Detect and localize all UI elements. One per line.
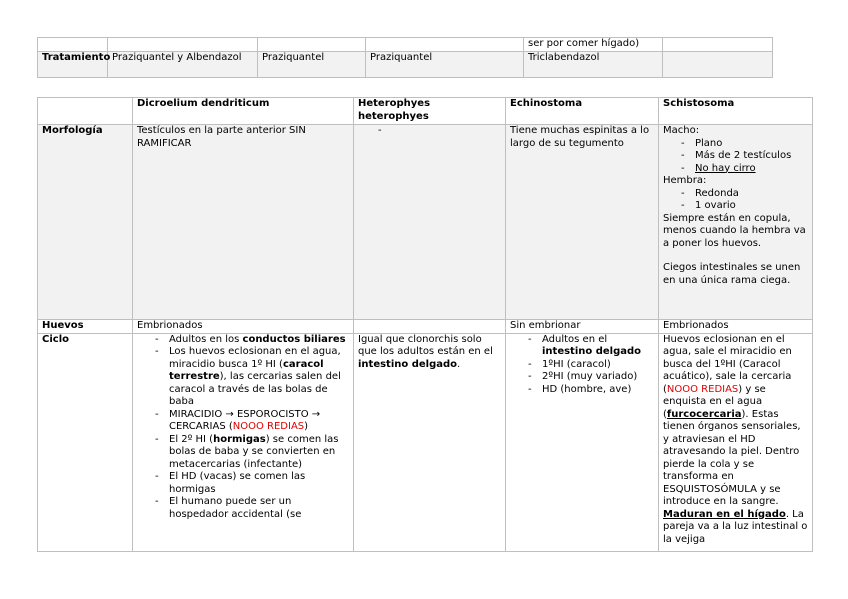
header-heterophyes: Heterophyes heterophyes [354, 98, 506, 125]
list-item: - Redonda [677, 188, 808, 201]
row-header-tratamiento: Tratamiento [38, 51, 108, 77]
cell-huevos-dicroelium: Embrionados [133, 320, 354, 334]
cell-morfologia-schistosoma [659, 125, 813, 320]
list-item: - El 2º HI (hormigas) se comen las bolas de baba y se convierten en metacercarias (infectante) [151, 434, 349, 472]
cell-morfologia-heterophyes: - [354, 125, 506, 320]
ciclo-dicroelium-list [151, 334, 349, 522]
hembra-label: Hembra: [663, 175, 707, 186]
table-row-ciclo [38, 333, 813, 551]
list-item: - No hay cirro [677, 163, 808, 176]
list-item: - Más de 2 testículos [677, 150, 808, 163]
cell-ciclo-heterophyes: Igual que clonorchis solo que los adultos están en el intestino delgado. [354, 333, 506, 551]
list-item: - 1ºHI (caracol) [524, 359, 654, 372]
table-row-morfologia [38, 125, 813, 320]
header-dicroelium: Dicroelium dendriticum [133, 98, 354, 125]
list-item: - 2ºHI (muy variado) [524, 371, 654, 384]
cell-ciclo-schistosoma: Huevos eclosionan en el agua, sale el miracidio en busca del 1ºHI (Caracol acuático), sale la cercaria (NOOO REDIAS) y se enquista en el agua (furcocercaria). Estas tienen órganos sensoriales, y atraviesan el HD atravesando la piel. Dentro pierde la cola y se transforma en ESQUISTOSÓMULA y se introduce en la sangre. Maduran en el hígado. La pareja va a la luz intestinal o la vejiga [659, 333, 813, 551]
cell-huevos-schistosoma: Embrionados [659, 320, 813, 334]
table-row-tratamiento [38, 51, 773, 77]
table-row-huevos [38, 320, 813, 334]
list-item: - Adultos en los conductos biliares [151, 334, 349, 347]
cell-treatment-2: Praziquantel [258, 51, 366, 77]
hembra-list [677, 188, 808, 213]
treatment-table [37, 37, 773, 78]
cell-treatment-1: Praziquantel y Albendazol [108, 51, 258, 77]
copula-text: Siempre están en copula, menos cuando la hembra va a poner los huevos. [663, 212, 806, 249]
cell-previous-continued: ser por comer hígado) [524, 38, 663, 52]
table-header-row [38, 98, 813, 125]
list-item: - Adultos en el intestino delgado [524, 334, 654, 359]
macho-label: Macho: [663, 125, 700, 136]
cell-treatment-3: Praziquantel [366, 51, 524, 77]
cell-morfologia-echinostoma: Tiene muchas espinitas a lo largo de su tegumento [506, 125, 659, 320]
list-item: - El HD (vacas) se comen las hormigas [151, 471, 349, 496]
header-schistosoma: Schistosoma [659, 98, 813, 125]
list-item: - Los huevos eclosionan en el agua, miracidio busca 1º HI (caracol terrestre), las cercarias salen del caracol a través de las bolas de baba [151, 346, 349, 409]
cell-ciclo-dicroelium [133, 333, 354, 551]
list-item: - HD (hombre, ave) [524, 384, 654, 397]
list-item: - El humano puede ser un hospedador accidental (se [151, 496, 349, 521]
header-echinostoma: Echinostoma [506, 98, 659, 125]
row-header-ciclo: Ciclo [38, 333, 133, 551]
parasite-comparison-table [37, 97, 813, 552]
cell-huevos-echinostoma: Sin embrionar [506, 320, 659, 334]
ciclo-echinostoma-list [524, 334, 654, 397]
table-row [38, 38, 773, 52]
macho-list [677, 138, 808, 176]
cell-treatment-4: Triclabendazol [524, 51, 663, 77]
cell-ciclo-echinostoma [506, 333, 659, 551]
list-item: - Plano [677, 138, 808, 151]
row-header-morfologia: Morfología [38, 125, 133, 320]
list-item: - MIRACIDIO → ESPOROCISTO → CERCARIAS (NOOO REDIAS) [151, 409, 349, 434]
ciegos-text: Ciegos intestinales se unen en una única rama ciega. [663, 262, 801, 286]
cell-huevos-heterophyes [354, 320, 506, 334]
cell-morfologia-dicroelium: Testículos en la parte anterior SIN RAMIFICAR [133, 125, 354, 320]
list-item: - 1 ovario [677, 200, 808, 213]
row-header-huevos: Huevos [38, 320, 133, 334]
